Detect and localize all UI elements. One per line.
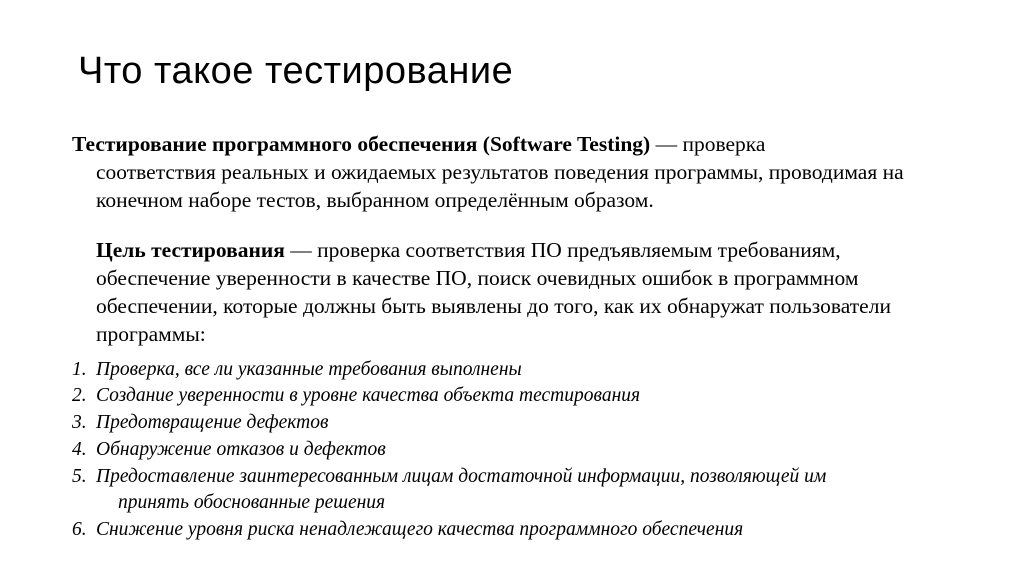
list-item-number: 4.: [72, 439, 87, 461]
list-item-text: Снижение уровня риска ненадлежащего качества программного обеспечения: [96, 519, 744, 541]
list-item-number: 6.: [72, 519, 87, 541]
list-item: [72, 357, 948, 383]
list-item: [72, 383, 948, 409]
definition-term: Тестирование программного обеспечения (Software Testing): [72, 132, 651, 156]
list-item-text: Создание уверенности в уровне качества объекта тестирования: [96, 385, 641, 407]
list-item: [72, 517, 948, 543]
goal-text: — проверка соответствия ПО предъявляемым требованиям, обеспечение уверенности в качестве ПО, поиск очевидных ошибок в программном обеспечении, которые должны быть выявлены до того, как их обнаружат пользователи программы:: [96, 237, 891, 346]
list-item: [72, 410, 948, 436]
goal-list: [72, 357, 948, 543]
list-item-number: 3.: [72, 412, 87, 434]
list-item: [72, 437, 948, 463]
list-item-text: Обнаружение отказов и дефектов: [96, 439, 386, 461]
list-item-number: 5.: [72, 466, 87, 488]
list-item-text: [96, 464, 948, 516]
list-item-line1: Предоставление заинтересованным лицам достаточной информации, позволяющей им: [96, 466, 827, 488]
list-item-text: Предотвращение дефектов: [96, 412, 329, 434]
paragraph-definition: [72, 131, 948, 215]
definition-dash: — проверка: [650, 132, 766, 156]
goal-term: Цель тестирования: [96, 237, 285, 262]
definition-continuation: соответствия реальных и ожидаемых результатов поведения программы, проводимая на конечном наборе тестов, выбранном определённым образом.: [96, 159, 904, 212]
slide-body: [72, 131, 948, 544]
list-item: [72, 464, 948, 516]
page-title: Что такое тестирование: [78, 50, 514, 92]
list-item-number: 1.: [72, 358, 87, 380]
list-item-line2: принять обоснованные решения: [118, 492, 386, 514]
list-item-number: 2.: [72, 385, 87, 407]
paragraph-goal: [72, 237, 948, 349]
list-item-text: Проверка, все ли указанные требования выполнены: [96, 358, 522, 380]
